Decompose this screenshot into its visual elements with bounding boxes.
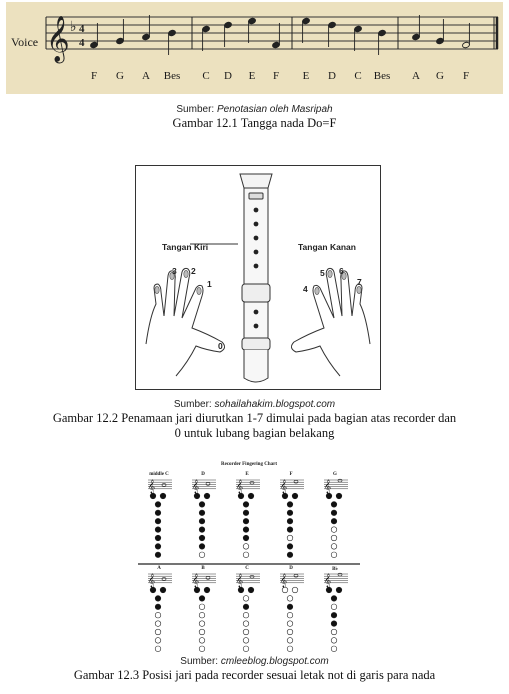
mini-note-head	[294, 480, 298, 483]
recorder-hole	[254, 222, 259, 227]
treble-clef-icon: 𝄞	[148, 479, 156, 493]
recorder-hands-drawing	[136, 166, 380, 389]
fingering-hole	[248, 493, 254, 499]
fig1-source: Sumber: Penotasian oleh Masripah	[176, 104, 333, 115]
fingering-hole	[238, 587, 244, 593]
fingering-chart-drawing	[138, 460, 360, 652]
fingering-hole	[248, 587, 254, 593]
fingering-hole	[331, 518, 337, 524]
note-name: F	[272, 70, 280, 82]
mini-note-head	[250, 481, 254, 484]
fingering-hole	[199, 527, 205, 533]
svg-text:4: 4	[79, 23, 85, 35]
fingering-hole	[199, 646, 205, 652]
fingering-hole	[155, 621, 161, 627]
fingering-hole	[287, 510, 293, 516]
fingering-note-label: B♭	[332, 567, 338, 572]
fingering-hole	[282, 493, 288, 499]
fingering-hole	[331, 612, 337, 618]
fingering-hole	[155, 518, 161, 524]
recorder-hands-figure	[135, 165, 381, 390]
fingering-note-label: middle C	[149, 472, 169, 477]
fingertip	[357, 286, 361, 293]
fingering-hole	[243, 535, 249, 541]
treble-clef-icon: 𝄞	[280, 479, 288, 493]
fingering-hole	[199, 604, 205, 610]
fingering-hole	[243, 510, 249, 516]
fig2-source: Sumber: sohailahakim.blogspot.com	[173, 399, 336, 410]
fingering-note-label: D	[289, 566, 293, 571]
fingering-hole	[292, 493, 298, 499]
fingering-hole	[326, 493, 332, 499]
fingering-hole	[287, 638, 293, 644]
fingering-hole	[287, 544, 293, 550]
finger-number: 3	[172, 266, 177, 276]
fingering-hole	[155, 527, 161, 533]
fingering-hole	[287, 535, 293, 541]
fig3-caption: Gambar 12.3 Posisi jari pada recorder sesuai letak not di garis para nada	[73, 668, 436, 682]
recorder-hole	[254, 236, 259, 241]
finger-number: 7	[357, 277, 362, 287]
fingering-hole	[326, 587, 332, 593]
fingertip	[315, 287, 319, 294]
note-name: D	[224, 70, 232, 82]
fingering-hole	[331, 535, 337, 541]
note-name: F	[90, 70, 98, 82]
treble-clef-icon: 𝄞	[192, 479, 200, 493]
fingering-hole	[287, 612, 293, 618]
fingering-hole	[199, 544, 205, 550]
fingering-hole	[199, 621, 205, 627]
mini-note-head	[338, 479, 342, 482]
fingering-hole	[243, 518, 249, 524]
fingering-hole	[199, 535, 205, 541]
mini-note-head	[206, 483, 210, 486]
fingering-hole	[199, 612, 205, 618]
fingertip	[328, 270, 332, 277]
fingering-hole	[204, 493, 210, 499]
fingering-hole	[282, 587, 288, 593]
note-name: C	[202, 70, 210, 82]
flat-icon: ♭	[70, 19, 77, 35]
fingering-hole	[155, 646, 161, 652]
fingering-hole	[199, 552, 205, 558]
treble-clef-icon: 𝄞	[192, 573, 200, 587]
fingering-hole	[160, 493, 166, 499]
fingering-hole	[331, 596, 337, 602]
fig3-source: Sumber: cmleeblog.blogspot.com	[180, 656, 329, 667]
recorder-hole	[254, 250, 259, 255]
treble-clef-icon: 𝄞	[46, 16, 70, 62]
fingering-hole	[194, 493, 200, 499]
fingering-hole	[243, 638, 249, 644]
fingering-hole	[287, 596, 293, 602]
fingering-hole	[331, 646, 337, 652]
fingering-hole	[331, 621, 337, 627]
note-name: G	[436, 70, 444, 82]
fingering-hole	[287, 518, 293, 524]
finger-number: 1	[207, 279, 212, 289]
treble-clef-icon: 𝄞	[148, 573, 156, 587]
fingering-hole	[331, 527, 337, 533]
note-name: Bes	[373, 70, 391, 82]
note-name: C	[354, 70, 362, 82]
note-name: F	[462, 70, 470, 82]
fingering-hole	[243, 596, 249, 602]
voice-label: Voice	[11, 35, 39, 49]
fingering-hole	[243, 629, 249, 635]
note-name: Bes	[163, 70, 181, 82]
treble-clef-icon: 𝄞	[236, 479, 244, 493]
mini-note-head	[250, 575, 254, 578]
fingering-note-label: D	[201, 472, 205, 477]
recorder-hole	[254, 310, 259, 315]
fingering-note-label: A	[157, 566, 161, 571]
svg-text:4: 4	[79, 37, 85, 49]
fingering-hole	[287, 629, 293, 635]
fingering-hole	[243, 612, 249, 618]
fingering-hole	[331, 502, 337, 508]
fingering-hole	[199, 629, 205, 635]
fingering-hole	[155, 638, 161, 644]
fingering-hole	[155, 544, 161, 550]
fingering-hole	[238, 493, 244, 499]
fingering-hole	[287, 527, 293, 533]
fingering-hole	[243, 604, 249, 610]
note-name: G	[116, 70, 124, 82]
note-name: E	[248, 70, 256, 82]
treble-clef-icon: 𝄞	[324, 573, 332, 587]
music-staff-figure	[6, 2, 503, 94]
fingering-hole	[287, 502, 293, 508]
recorder-hole	[254, 324, 259, 329]
fingering-hole	[155, 596, 161, 602]
mini-note-head	[206, 577, 210, 580]
fingering-hole	[336, 493, 342, 499]
fig1-caption: Gambar 12.1 Tangga nada Do=F	[172, 116, 337, 130]
chart-title: Recorder Fingering Chart	[220, 462, 277, 467]
finger-number: 5	[320, 268, 325, 278]
fingering-hole	[331, 510, 337, 516]
mini-note-head	[294, 574, 298, 577]
fingering-note-label: C	[245, 566, 249, 571]
fingertip	[184, 270, 188, 277]
fingering-hole	[243, 646, 249, 652]
finger-number: 6	[339, 266, 344, 276]
fingering-hole	[204, 587, 210, 593]
recorder-hole	[254, 208, 259, 213]
fingering-hole	[287, 646, 293, 652]
fingering-hole	[331, 629, 337, 635]
fingering-hole	[292, 587, 298, 593]
mini-note-head	[338, 573, 342, 576]
fig2-caption: Gambar 12.2 Penamaan jari diurutkan 1-7 dimulai pada bagian atas recorder dan 0 untuk lubang bagian belakang	[52, 411, 457, 440]
note-name: A	[142, 70, 150, 82]
fingering-hole	[150, 493, 156, 499]
finger-number: 0	[218, 341, 223, 351]
fingering-hole	[243, 502, 249, 508]
mini-note-head	[162, 578, 166, 581]
fingering-hole	[199, 502, 205, 508]
treble-clef-icon: 𝄞	[324, 479, 332, 493]
fingering-hole	[199, 518, 205, 524]
fingering-hole	[155, 612, 161, 618]
fingering-hole	[155, 604, 161, 610]
treble-clef-icon: 𝄞	[280, 573, 288, 587]
fingering-chart-figure	[138, 460, 360, 652]
fingering-note-label: G	[333, 472, 337, 477]
mini-note-head	[162, 484, 166, 487]
recorder-hole	[254, 264, 259, 269]
note-name: A	[412, 70, 420, 82]
fingertip	[197, 287, 201, 294]
fingering-hole	[243, 544, 249, 550]
fingering-hole	[243, 552, 249, 558]
note-name: D	[328, 70, 336, 82]
fingering-hole	[287, 604, 293, 610]
note-name: E	[302, 70, 310, 82]
fingering-hole	[331, 544, 337, 550]
fingering-hole	[194, 587, 200, 593]
fingering-hole	[155, 510, 161, 516]
fingering-hole	[199, 510, 205, 516]
fingering-hole	[155, 502, 161, 508]
fingering-hole	[155, 629, 161, 635]
fingering-note-label: E	[245, 472, 249, 477]
fingering-hole	[199, 638, 205, 644]
fingering-note-label: F	[289, 472, 293, 477]
fingering-hole	[150, 587, 156, 593]
treble-clef-icon: 𝄞	[236, 573, 244, 587]
right-hand-label: Tangan Kanan	[298, 242, 356, 252]
fingering-hole	[331, 604, 337, 610]
fingering-hole	[155, 552, 161, 558]
fingering-hole	[243, 621, 249, 627]
fingertip	[155, 286, 159, 293]
fingering-hole	[331, 552, 337, 558]
fingering-hole	[331, 638, 337, 644]
fingering-hole	[155, 535, 161, 541]
fingering-note-label: B	[201, 566, 205, 571]
finger-number: 4	[303, 284, 308, 294]
fingering-hole	[287, 621, 293, 627]
left-hand-label: Tangan Kiri	[162, 242, 209, 252]
fingering-hole	[287, 552, 293, 558]
fingering-hole	[336, 587, 342, 593]
fingering-hole	[199, 596, 205, 602]
finger-number: 2	[191, 266, 196, 276]
fingering-hole	[243, 527, 249, 533]
fingering-hole	[160, 587, 166, 593]
